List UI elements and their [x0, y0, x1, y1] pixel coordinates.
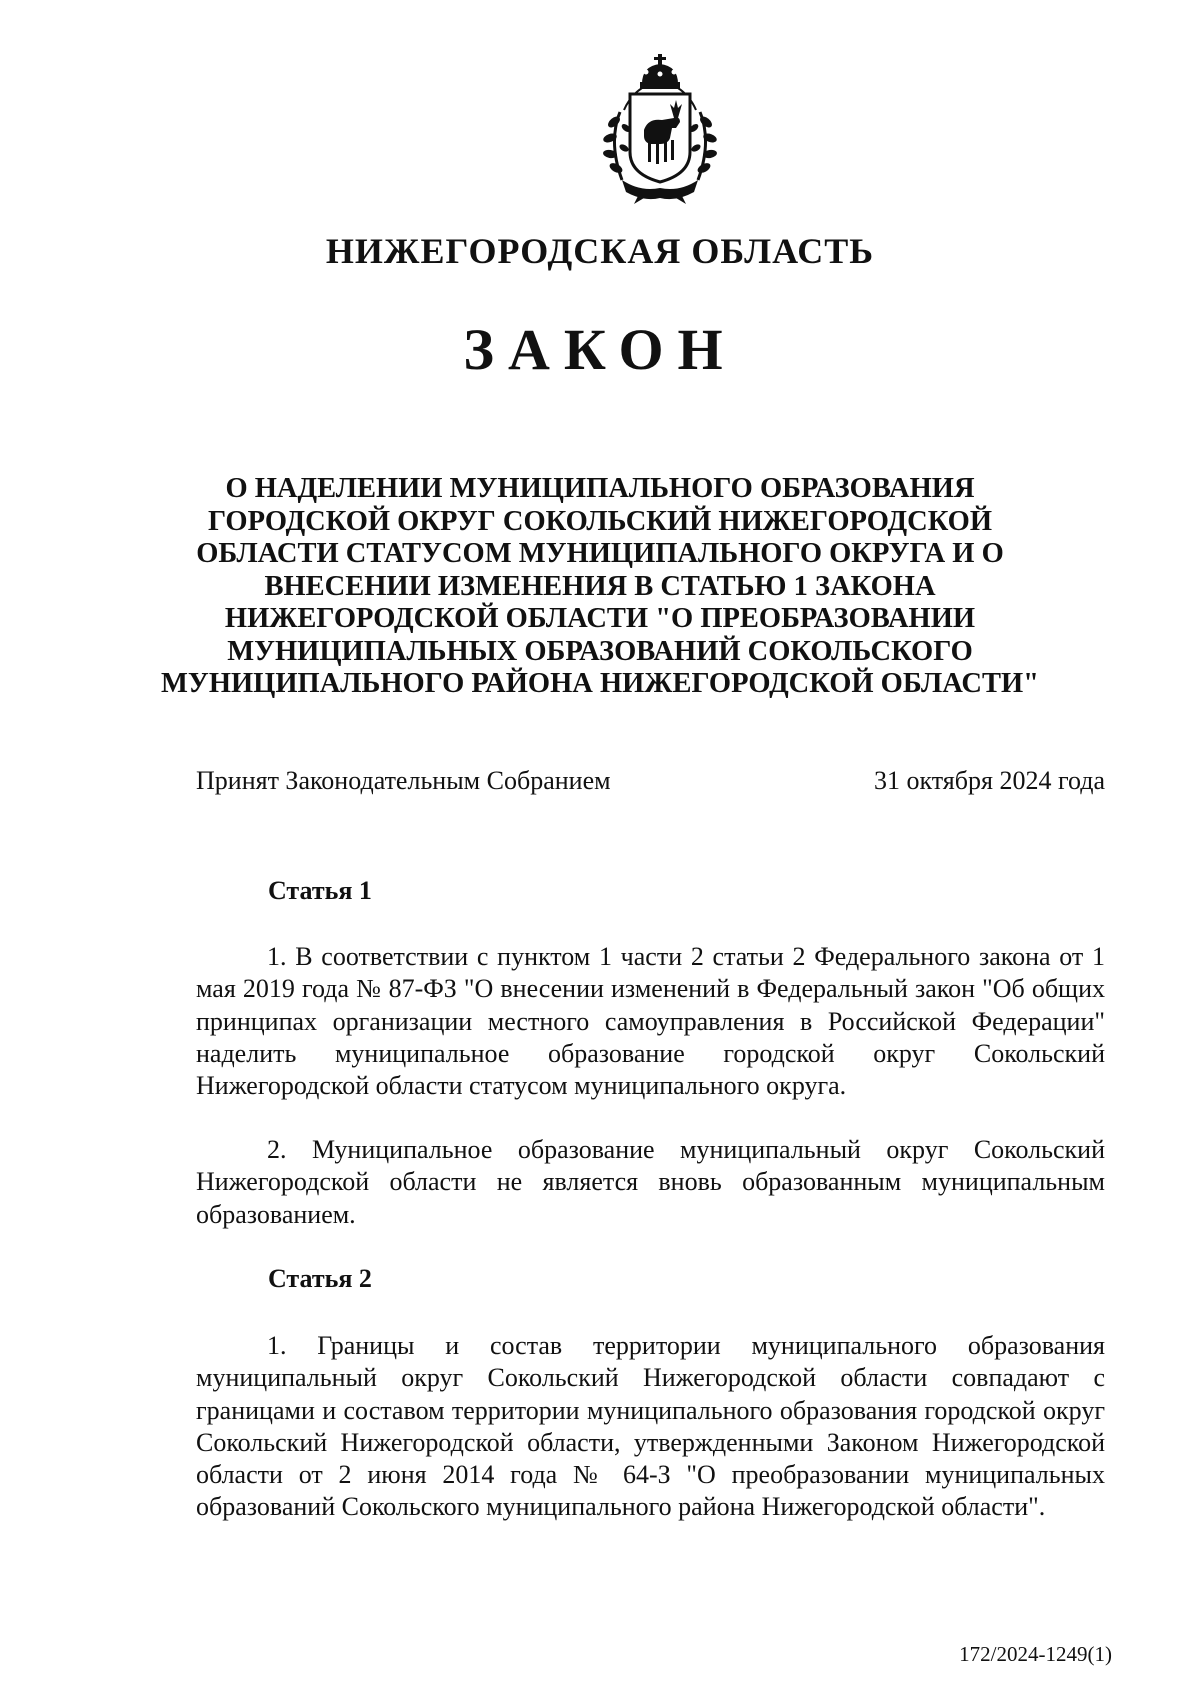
- adoption-date: 31 октября 2024 года: [874, 766, 1105, 795]
- adopted-by: Принят Законодательным Собранием: [196, 766, 611, 795]
- law-title: О НАДЕЛЕНИИ МУНИЦИПАЛЬНОГО ОБРАЗОВАНИЯ ГОРОДСКОЙ ОКРУГ СОКОЛЬСКИЙ НИЖЕГОРОДСКОЙ ОБЛАСТИ СТАТУСОМ МУНИЦИПАЛЬНОГО ОКРУГА И О ВНЕСЕНИИ ИЗМЕНЕНИЯ В СТАТЬЮ 1 ЗАКОНА НИЖЕГОРОДСКОЙ ОБЛАСТИ "О ПРЕОБРАЗОВАНИИ МУНИЦИПАЛЬНЫХ ОБРАЗОВАНИЙ СОКОЛЬСКОГО МУНИЦИПАЛЬНОГО РАЙОНА НИЖЕГОРОДСКОЙ ОБЛАСТИ": [161, 473, 1039, 699]
- article-1-heading: Статья 1: [268, 876, 372, 905]
- article-1-paragraph-2: 2. Муниципальное образование муниципальный округ Сокольский Нижегородской области не является вновь образованным муниципальным образованием.: [196, 1135, 1105, 1229]
- nizhny-novgorod-coat-of-arms-icon: [590, 52, 730, 207]
- document-number: 172/2024-1249(1): [959, 1642, 1112, 1666]
- region-name: НИЖЕГОРОДСКАЯ ОБЛАСТЬ: [325, 231, 875, 271]
- article-1-paragraph-1: 1. В соответствии с пунктом 1 части 2 статьи 2 Федерального закона от 1 мая 2019 года № 87-ФЗ "О внесении изменений в Федеральный закон "Об общих принципах организации местного самоуправления в Российской Федерации" наделить муниципальное образование городской округ Сокольский Нижегородской области статусом муниципального округа.: [196, 942, 1105, 1101]
- article-2-heading: Статья 2: [268, 1264, 372, 1293]
- article-2-paragraph-1: 1. Границы и состав территории муниципального образования муниципальный округ Сокольский Нижегородской области совпадают с границами и составом территории муниципального образования городской округ Сокольский Нижегородской области, утвержденными Законом Нижегородской области от 2 июня 2014 года № 64-З "О преобразовании муниципальных образований Сокольского муниципального района Нижегородской области".: [196, 1331, 1105, 1522]
- document-type: ЗАКОН: [463, 317, 737, 382]
